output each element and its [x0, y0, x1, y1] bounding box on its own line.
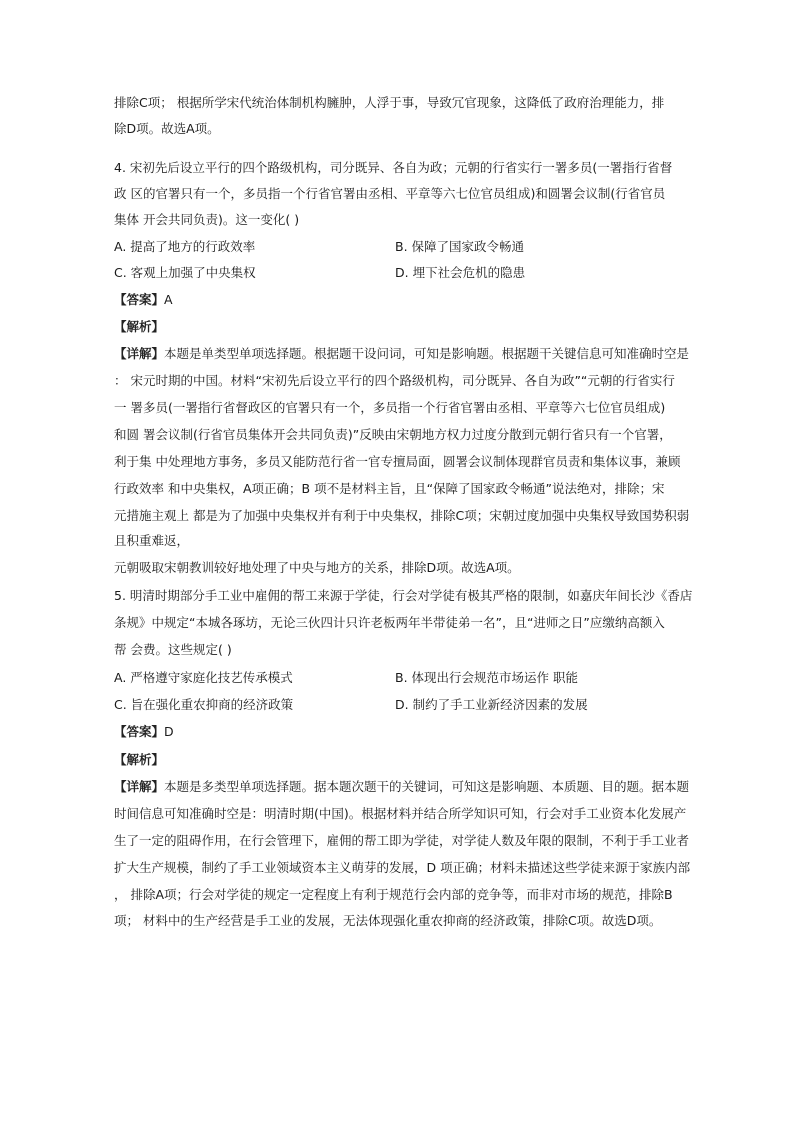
- q4-stem-line: 集体 开会共同负责)。这一变化( ): [114, 212, 300, 227]
- q4-option-c: C. 客观上加强了中央集权: [114, 265, 256, 280]
- prev-analysis-line: 除D项。故选A项。: [114, 121, 220, 136]
- q4-detail-line: [114, 344, 690, 364]
- detail-label: 【详解】: [114, 346, 165, 361]
- q5-option-d: D. 制约了手工业新经济因素的发展: [395, 697, 588, 712]
- detail-text: 本题是多类型单项选择题。据本题次题干的关键词，可知这是影响题、本质题、目的题。据本题: [164, 779, 690, 794]
- q5-option-c: C. 旨在强化重农抑商的经济政策: [114, 697, 294, 712]
- q4-detail-line: 元朝吸取宋朝教训较好地处理了中央与地方的关系，排除D项。故选A项。: [114, 560, 520, 575]
- q5-detail-line: 扩大生产规模，制约了手工业领域资本主义萌芽的发展，D 项正确；材料未描述这些学徒来源于家族内部: [114, 860, 691, 875]
- q5-answer: [114, 722, 674, 742]
- q5-stem-line: 条规》中规定“本城各琢坊，无论三伙四计只许老板两年半带徒弟一名”，且“进师之日”应缴纳高额入: [114, 615, 665, 630]
- q4-answer: [114, 290, 674, 310]
- q4-option-b: B. 保障了国家政令畅通: [395, 239, 525, 254]
- q4-detail-line: 且积重难返，: [114, 533, 190, 548]
- q5-stem-line: 5. 明清时期部分手工业中雇佣的帮工来源于学徒，行会对学徒有极其严格的限制，如嘉庆年间长沙《香店: [114, 588, 693, 603]
- answer-label: 【答案】: [114, 292, 165, 307]
- analysis-label: 【解析】: [114, 752, 165, 767]
- q4-detail-line: 利于集 中处理地方事务，多员又能防范行省一官专擅局面，圆署会议制体现群官员责和集体议事，兼顾: [114, 454, 681, 469]
- detail-text: 本题是单类型单项选择题。根据题干设问词，可知是影响题。根据题干关键信息可知准确时空是: [164, 346, 690, 361]
- answer-value: A: [164, 292, 173, 307]
- answer-value: D: [164, 724, 174, 739]
- q5-detail-line: 生了一定的阻碍作用，在行会管理下，雇佣的帮工即为学徒，对学徒人数及年限的限制，不利于手工业者: [114, 833, 690, 848]
- q5-detail-line: [114, 777, 690, 797]
- q4-stem-line: 4. 宋初先后设立平行的四个路级机构，司分既异、各自为政；元朝的行省实行一署多员(一署指行省督: [114, 160, 673, 175]
- q5-analysis-heading: [114, 750, 674, 770]
- analysis-label: 【解析】: [114, 319, 165, 334]
- q4-detail-line: ： 宋元时期的中国。材料“宋初先后设立平行的四个路级机构，司分既异、各自为政”“元朝的行省实行: [114, 373, 675, 388]
- prev-analysis-line: 排除C项； 根据所学宋代统治体制机构臃肿，人浮于事，导致冗官现象，这降低了政府治理能力，排: [114, 95, 665, 110]
- q5-option-b: B. 体现出行会规范市场运作 职能: [395, 670, 578, 685]
- q4-option-d: D. 埋下社会危机的隐患: [395, 265, 526, 280]
- q4-detail-line: 一 署多员(一署指行省督政区的官署只有一个，多员指一个行省官署由丞相、平章等六七位官员组成): [114, 400, 666, 415]
- q4-detail-line: 元措施主观上 都是为了加强中央集权并有利于中央集权，排除C项；宋朝过度加强中央集权导致国势积弱: [114, 508, 690, 523]
- q5-stem-line: 帮 会费。这些规定( ): [114, 642, 232, 657]
- answer-label: 【答案】: [114, 724, 165, 739]
- detail-label: 【详解】: [114, 779, 165, 794]
- q5-option-a: A. 严格遵守家庭化技艺传承模式: [114, 670, 293, 685]
- q4-analysis-heading: [114, 317, 674, 337]
- q5-detail-line: 时间信息可知准确时空是：明清时期(中国)。根据材料并结合所学知识可知，行会对手工业资本化发展产: [114, 806, 687, 821]
- q4-detail-line: 和圆 署会议制(行省官员集体开会共同负责)”反映由宋朝地方权力过度分散到元朝行省只有一个官署，: [114, 427, 672, 442]
- q4-stem-line: 政 区的官署只有一个，多员指一个行省官署由丞相、平章等六七位官员组成)和圆署会议制(行省官员: [114, 186, 666, 201]
- q4-option-a: A. 提高了地方的行政效率: [114, 239, 256, 254]
- q4-detail-line: 行政效率 和中央集权，A项正确；B 项不是材料主旨，且“保障了国家政令畅通”说法绝对，排除；宋: [114, 481, 665, 496]
- q5-detail-line: 项； 材料中的生产经营是手工业的发展，无法体现强化重农抑商的经济政策，排除C项。故选D项。: [114, 913, 662, 928]
- q5-detail-line: ， 排除A项；行会对学徒的规定一定程度上有利于规范行会内部的竞争等，而非对市场的规范，排除B: [114, 887, 673, 902]
